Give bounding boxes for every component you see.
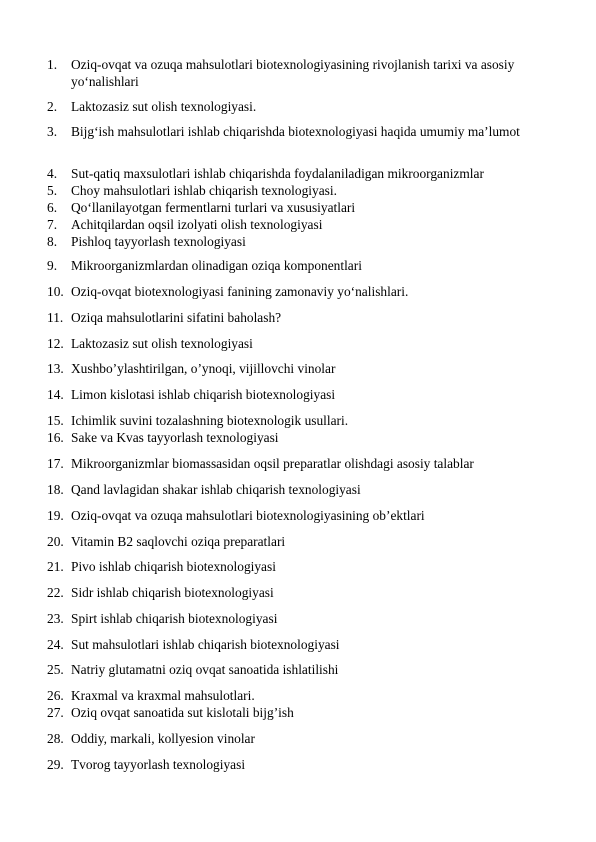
item-number: 6.: [47, 200, 58, 215]
list-item: [47, 386, 547, 403]
list-item: [47, 199, 547, 216]
list-item: [47, 283, 547, 300]
item-number: 24.: [47, 637, 64, 652]
item-number: 4.: [47, 166, 58, 181]
item-text: Limon kislotasi ishlab chiqarish biotexnologiyasi: [71, 387, 336, 402]
item-text: Sut mahsulotlari ishlab chiqarish biotexnologiyasi: [71, 637, 340, 652]
list-item: [47, 412, 547, 429]
list-item: [47, 233, 547, 250]
list-item: [47, 335, 547, 352]
item-text: Laktozasiz sut olish texnologiyasi.: [71, 99, 257, 114]
item-text: Vitamin B2 saqlovchi oziqa preparatlari: [71, 534, 286, 549]
item-number: 23.: [47, 611, 64, 626]
item-text: Oziq-ovqat va ozuqa mahsulotlari biotexnologiyasining rivojlanish tarixi va asosiy yo‘nalishlari: [71, 57, 515, 89]
item-text: Tvorog tayyorlash texnologiyasi: [71, 757, 246, 772]
item-number: 25.: [47, 662, 64, 677]
list-item: [47, 216, 547, 233]
list-item: [47, 257, 547, 274]
list-item: [47, 533, 547, 550]
item-number: 26.: [47, 688, 64, 703]
item-number: 14.: [47, 387, 64, 402]
list-item: [47, 123, 547, 140]
item-text: Spirt ishlab chiqarish biotexnologiyasi: [71, 611, 278, 626]
list-item: [47, 455, 547, 472]
item-number: 18.: [47, 482, 64, 497]
item-text: Bijg‘ish mahsulotlari ishlab chiqarishda biotexnologiyasi haqida umumiy ma’lumot: [71, 124, 520, 139]
list-item: [47, 584, 547, 601]
item-text: Kraxmal va kraxmal mahsulotlari.: [71, 688, 255, 703]
item-number: 17.: [47, 456, 64, 471]
list-item: [47, 687, 547, 704]
item-text: Ichimlik suvini tozalashning biotexnologik usullari.: [71, 413, 349, 428]
item-text: Sake va Kvas tayyorlash texnologiyasi: [71, 430, 279, 445]
item-text: Pishloq tayyorlash texnologiyasi: [71, 234, 246, 249]
item-number: 20.: [47, 534, 64, 549]
list-item: [47, 481, 547, 498]
item-number: 16.: [47, 430, 64, 445]
item-number: 11.: [47, 310, 64, 325]
list-item: [47, 98, 547, 115]
list-item: [47, 56, 547, 90]
list-item: [47, 730, 547, 747]
item-text: Pivo ishlab chiqarish biotexnologiyasi: [71, 559, 276, 574]
item-text: Sidr ishlab chiqarish biotexnologiyasi: [71, 585, 274, 600]
item-number: 1.: [47, 57, 58, 72]
item-text: Xushbo’ylashtirilgan, o’ynoqi, vijillovchi vinolar: [71, 361, 336, 376]
item-text: Oziqa mahsulotlarini sifatini baholash?: [71, 310, 282, 325]
list-item: [47, 182, 547, 199]
item-text: Oziq-ovqat biotexnologiyasi fanining zamonaviy yo‘nalishlari.: [71, 284, 409, 299]
list-item: [47, 704, 547, 721]
list-item: [47, 309, 547, 326]
item-number: 22.: [47, 585, 64, 600]
item-number: 3.: [47, 124, 58, 139]
item-text: Qand lavlagidan shakar ishlab chiqarish texnologiyasi: [71, 482, 361, 497]
item-number: 12.: [47, 336, 64, 351]
item-text: Oddiy, markali, kollyesion vinolar: [71, 731, 255, 746]
item-number: 9.: [47, 258, 58, 273]
list-item: [47, 429, 547, 446]
item-text: Oziq ovqat sanoatida sut kislotali bijg’ish: [71, 705, 294, 720]
item-text: Mikroorganizmlar biomassasidan oqsil preparatlar olishdagi asosiy talablar: [71, 456, 474, 471]
list-item: [47, 507, 547, 524]
list-item: [47, 636, 547, 653]
item-text: Sut-qatiq maxsulotlari ishlab chiqarishda foydalaniladigan mikroorganizmlar: [71, 166, 484, 181]
item-number: 5.: [47, 183, 58, 198]
list-item: [47, 558, 547, 575]
item-number: 28.: [47, 731, 64, 746]
list-item: [47, 360, 547, 377]
list-item: [47, 661, 547, 678]
item-number: 27.: [47, 705, 64, 720]
list-item: [47, 756, 547, 773]
item-text: Natriy glutamatni oziq ovqat sanoatida ishlatilishi: [71, 662, 339, 677]
list-item: [47, 610, 547, 627]
item-number: 29.: [47, 757, 64, 772]
item-number: 7.: [47, 217, 58, 232]
list-item: [47, 165, 547, 182]
item-text: Qo‘llanilayotgan fermentlarni turlari va xususiyatlari: [71, 200, 356, 215]
item-text: Choy mahsulotlari ishlab chiqarish texnologiyasi.: [71, 183, 337, 198]
item-number: 13.: [47, 361, 64, 376]
item-number: 15.: [47, 413, 64, 428]
item-text: Oziq-ovqat va ozuqa mahsulotlari biotexnologiyasining ob’ektlari: [71, 508, 425, 523]
item-text: Achitqilardan oqsil izolyati olish texnologiyasi: [71, 217, 323, 232]
item-number: 8.: [47, 234, 58, 249]
item-number: 21.: [47, 559, 64, 574]
item-text: Mikroorganizmlardan olinadigan oziqa komponentlari: [71, 258, 362, 273]
item-number: 10.: [47, 284, 64, 299]
item-number: 2.: [47, 99, 58, 114]
item-number: 19.: [47, 508, 64, 523]
item-text: Laktozasiz sut olish texnologiyasi: [71, 336, 253, 351]
